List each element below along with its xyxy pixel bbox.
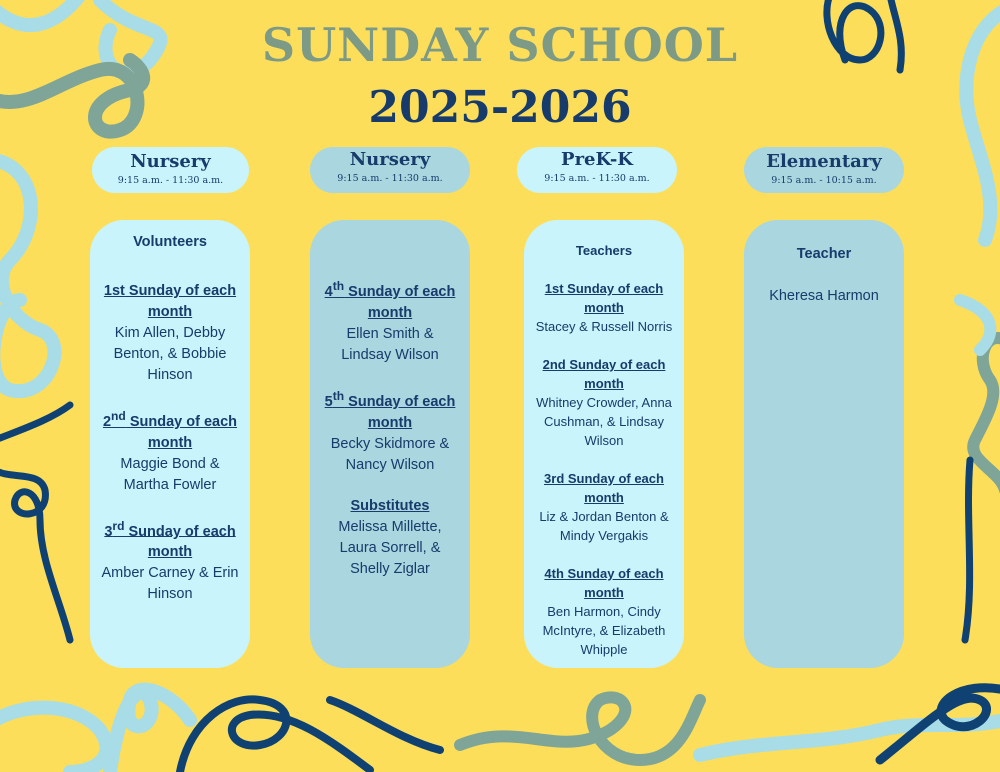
class-name: Nursery xyxy=(130,151,211,172)
teacher-names: Liz & Jordan Benton & Mindy Vergakis xyxy=(539,509,669,543)
rotation-label: 3rd Sunday of each month xyxy=(544,471,664,505)
substitutes-group xyxy=(320,496,460,580)
card-heading: Teachers xyxy=(575,243,633,258)
schedule-card-elementary xyxy=(744,220,904,668)
rotation-group xyxy=(100,275,240,386)
rotation-group xyxy=(100,406,240,496)
rotation-label: 4th Sunday of each month xyxy=(544,566,664,600)
rotation-group xyxy=(534,564,674,659)
rotation-label: 1st Sunday of each month xyxy=(103,282,237,320)
class-label-nursery xyxy=(92,147,249,193)
rotation-label: 1st Sunday of each month xyxy=(544,281,664,315)
volunteer-names: Kim Allen, Debby Benton, & Bobbie Hinson xyxy=(113,324,227,383)
school-year: 2025-2026 xyxy=(368,82,632,133)
rotation-group xyxy=(320,386,460,476)
class-name: PreK-K xyxy=(561,149,633,170)
rotation-label: 3rd Sunday of each month xyxy=(104,518,236,561)
class-time: 9:15 a.m. - 11:30 a.m. xyxy=(337,173,443,184)
rotation-label: 5th Sunday of each month xyxy=(324,388,456,431)
class-time: 9:15 a.m. - 11:30 a.m. xyxy=(544,173,650,184)
squiggle-bottom xyxy=(110,688,1000,772)
schedule-card-nursery-rotation xyxy=(310,220,470,668)
card-heading: Teacher xyxy=(796,246,852,262)
teacher-names: Ben Harmon, Cindy McIntyre, & Elizabeth Whipple xyxy=(542,604,666,657)
rotation-label: 2nd Sunday of each month xyxy=(102,408,238,451)
rotation-group xyxy=(534,279,674,336)
volunteer-names: Maggie Bond & Martha Fowler xyxy=(120,455,220,493)
substitute-names: Melissa Millette, Laura Sorrell, & Shelly Ziglar xyxy=(338,518,442,577)
class-label-elementary xyxy=(744,147,904,193)
rotation-label: 4th Sunday of each month xyxy=(324,279,456,321)
class-time: 9:15 a.m. - 11:30 a.m. xyxy=(117,175,224,186)
volunteer-names: Amber Carney & Erin Hinson xyxy=(101,565,239,603)
rotation-group xyxy=(534,469,674,545)
teacher-names: Stacey & Russell Norris xyxy=(535,319,673,334)
volunteer-names: Becky Skidmore & Nancy Wilson xyxy=(330,435,450,473)
teacher-names: Whitney Crowder, Anna Cushman, & Lindsay Wilson xyxy=(536,395,672,448)
rotation-group xyxy=(320,276,460,366)
schedule-card-nursery-volunteers xyxy=(90,220,250,668)
volunteer-names: Ellen Smith & Lindsay Wilson xyxy=(341,325,439,363)
class-name: Elementary xyxy=(766,151,882,172)
teacher-names: Kheresa Harmon xyxy=(769,288,879,304)
page-title: SUNDAY SCHOOL xyxy=(261,18,739,72)
schedule-card-prek-k xyxy=(524,220,684,668)
rotation-label: 2nd Sunday of each month xyxy=(542,357,666,391)
class-time: 9:15 a.m. - 10:15 a.m. xyxy=(771,175,877,186)
rotation-group xyxy=(100,516,240,606)
class-label-prek-k xyxy=(517,147,677,193)
class-label-nursery-2 xyxy=(310,147,470,193)
class-name: Nursery xyxy=(349,149,431,170)
substitutes-label: Substitutes xyxy=(350,497,430,514)
card-heading: Volunteers xyxy=(133,234,207,250)
rotation-group xyxy=(534,355,674,450)
